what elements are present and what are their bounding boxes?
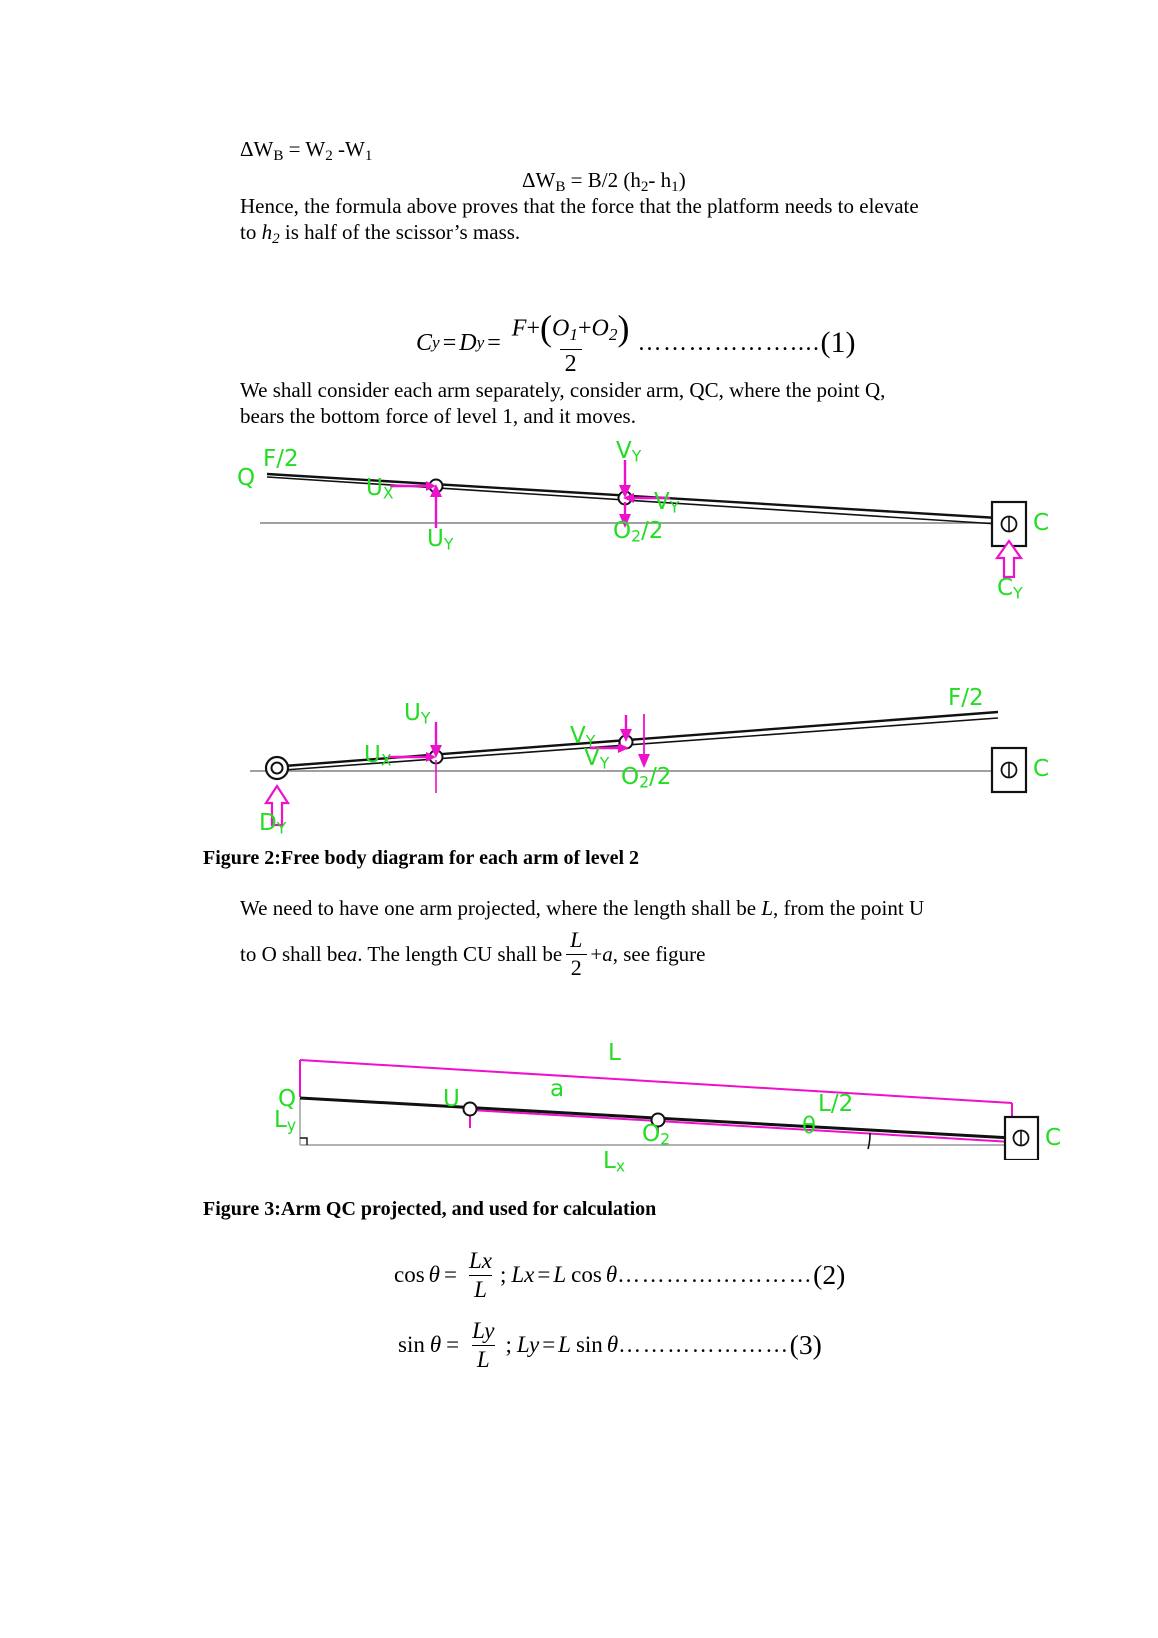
h1-text: - h <box>648 168 672 192</box>
label-ux-bottom: UX <box>364 742 392 770</box>
figure3-caption: Figure 3:Arm QC projected, and used for calculation <box>203 1198 657 1220</box>
f-symbol: F <box>511 315 527 342</box>
see-figure-text: , see figure <box>612 942 706 967</box>
label-l-fig3: L <box>608 1040 621 1066</box>
para3-text-b: , from the point U <box>773 896 925 920</box>
sin-function: sin <box>398 1332 425 1358</box>
w1-text: -W <box>332 137 365 161</box>
label-vy-low-bottom: VY <box>584 745 610 773</box>
equation-dots-2: …………………… <box>617 1262 814 1288</box>
h2-subscript: 2 <box>640 178 649 195</box>
label-q-top: Q <box>237 465 256 491</box>
theta-angle-arc <box>868 1133 870 1149</box>
fraction-l-over-2 <box>565 928 587 980</box>
label-vy-right-top: VY <box>654 489 680 517</box>
w1-subscript: 1 <box>364 147 373 164</box>
right-angle-marker <box>300 1138 307 1145</box>
label-vy-top: VY <box>616 438 642 466</box>
equation-dots-1: ……………….... <box>637 329 821 356</box>
paragraph-hence-line2 <box>240 217 520 254</box>
l-italic: L <box>761 896 774 920</box>
fraction-denominator: 2 <box>560 349 582 378</box>
o1-subscript: 1 <box>569 325 578 344</box>
semicolon: ; <box>499 1262 507 1288</box>
paragraph-text: We shall consider each arm separately, consider arm, QC, where the point Q, <box>240 378 886 402</box>
o2-symbol: O <box>591 315 609 342</box>
frac-l-num: L <box>570 927 583 952</box>
to-text: to <box>240 220 262 244</box>
h1-subscript: 1 <box>671 178 679 195</box>
ly-symbol: Ly <box>516 1332 540 1358</box>
dim-l2-line <box>658 1121 1012 1142</box>
lx-symbol: Lx <box>511 1262 535 1288</box>
label-l-over-2-fig3: L/2 <box>818 1091 854 1117</box>
delta-wb-subscript: B <box>273 147 284 164</box>
w2-subscript: 2 <box>325 147 333 164</box>
plus-2: + <box>578 315 592 342</box>
equals-2: = <box>487 329 501 356</box>
paragraph-text: bears the bottom force of level 1, and it moves. <box>240 404 636 428</box>
fraction-force-over-2 <box>507 308 635 378</box>
label-f-over-2-top: F/2 <box>263 446 299 472</box>
equals-1: = <box>442 329 457 356</box>
close-paren-eq1: ) <box>617 308 630 348</box>
para3-text-c: to O shall be <box>240 942 347 967</box>
label-c-fig3: C <box>1045 1125 1062 1151</box>
equation-1 <box>416 308 856 378</box>
frac-lx-num: Lx <box>468 1248 492 1273</box>
para3-text-d: . The length CU shall be <box>357 942 563 967</box>
paragraph-consider-line2 <box>240 401 636 431</box>
plus-sign: + <box>590 942 603 967</box>
equals-sign: = <box>443 1262 457 1288</box>
paragraph-projected-line2 <box>240 928 705 980</box>
label-uy-bottom: UY <box>404 700 431 728</box>
label-theta-fig3: θ <box>802 1113 817 1139</box>
cy-symbol: C <box>416 329 433 356</box>
fraction-numerator <box>507 308 635 349</box>
equals-sign: = <box>446 1332 460 1358</box>
equation-2 <box>394 1248 845 1303</box>
equals-sign-2: = <box>537 1262 551 1288</box>
cos-function-2: cos <box>571 1262 602 1288</box>
equation-3 <box>398 1318 822 1373</box>
dy-subscript: y <box>476 333 485 353</box>
label-c-bottom: C <box>1033 756 1050 782</box>
label-a-fig3: a <box>550 1076 565 1102</box>
delta-wb2-text: ΔW <box>522 168 556 192</box>
w2-text: = W <box>283 137 326 161</box>
label-q-fig3: Q <box>278 1086 297 1112</box>
a-italic-2: a <box>602 942 613 967</box>
fraction-ly-over-l <box>467 1318 499 1373</box>
frac-l-den: L <box>469 1275 492 1303</box>
figure2-bottom-arm <box>240 685 1080 840</box>
frac-l-den: L <box>472 1345 495 1373</box>
plus-1: + <box>526 315 541 342</box>
pin-support-d-inner <box>272 763 283 774</box>
theta-symbol-2: θ <box>605 1262 618 1288</box>
equals-sign-2: = <box>542 1332 556 1358</box>
cos-function: cos <box>394 1262 425 1288</box>
equation-number-3: (3) <box>789 1329 822 1361</box>
half-mass-text: is half of the scissor’s mass. <box>279 220 521 244</box>
l-symbol: L <box>553 1262 567 1288</box>
figure3-projected-arm <box>270 1000 1062 1176</box>
paragraph-text: Hence, the formula above proves that the force that the platform needs to elevate <box>240 194 919 218</box>
pin-joint-u <box>464 1103 477 1116</box>
label-c-top: C <box>1033 510 1050 536</box>
label-vy-top-bottom: VY <box>570 723 596 751</box>
label-f-over-2-bottom: F/2 <box>948 685 984 711</box>
l-symbol: L <box>558 1332 571 1358</box>
o2-subscript: 2 <box>608 325 618 344</box>
open-paren: ( <box>540 308 553 348</box>
theta-symbol-2: θ <box>606 1332 619 1358</box>
frac-2-den: 2 <box>566 954 587 981</box>
h-subscript: 2 <box>272 230 280 247</box>
label-cy-top: CY <box>997 575 1023 603</box>
theta-symbol: θ <box>429 1332 442 1358</box>
o1-symbol: O <box>552 315 570 342</box>
cy-subscript: y <box>432 333 440 353</box>
label-u-fig3: U <box>443 1086 460 1112</box>
label-o2-fig3: O2 <box>642 1121 671 1149</box>
equation-number-1: (1) <box>820 326 856 360</box>
equation-delta-wb-line1 <box>240 134 372 171</box>
theta-symbol: θ <box>428 1262 440 1288</box>
label-o2-over-2-bottom: O2/2 <box>621 764 672 792</box>
equation-number-2: (2) <box>813 1259 846 1291</box>
h-italic: h <box>261 220 273 244</box>
label-lx-fig3: Lx <box>603 1148 626 1176</box>
a-italic: a <box>346 942 358 967</box>
close-paren: ) <box>678 168 686 192</box>
fraction-lx-over-l <box>464 1248 497 1303</box>
label-ly-fig3: Ly <box>274 1107 297 1135</box>
figure2-caption: Figure 2:Free body diagram for each arm of level 2 <box>203 847 640 869</box>
delta-wb2-subscript: B <box>555 178 566 195</box>
semicolon: ; <box>505 1332 512 1358</box>
label-uy-top: UY <box>427 526 454 554</box>
frac-ly-num: Ly <box>472 1318 495 1343</box>
delta-wb-text: ΔW <box>240 137 274 161</box>
label-o2-over-2-top: O2/2 <box>613 518 664 546</box>
equation-dots-3: ………………… <box>618 1332 790 1358</box>
dy-symbol: D <box>459 329 477 356</box>
sin-function-2: sin <box>575 1332 603 1358</box>
label-ux-top: UX <box>366 475 394 503</box>
b-over-2-text: = B/2 (h <box>565 168 641 192</box>
dim-l-line <box>300 1060 1012 1103</box>
paragraph-projected-line1 <box>240 893 924 923</box>
para3-text-a: We need to have one arm projected, where the length shall be <box>240 896 762 920</box>
label-dy-bottom: DY <box>259 810 287 838</box>
figure2-top-arm <box>237 438 1080 603</box>
